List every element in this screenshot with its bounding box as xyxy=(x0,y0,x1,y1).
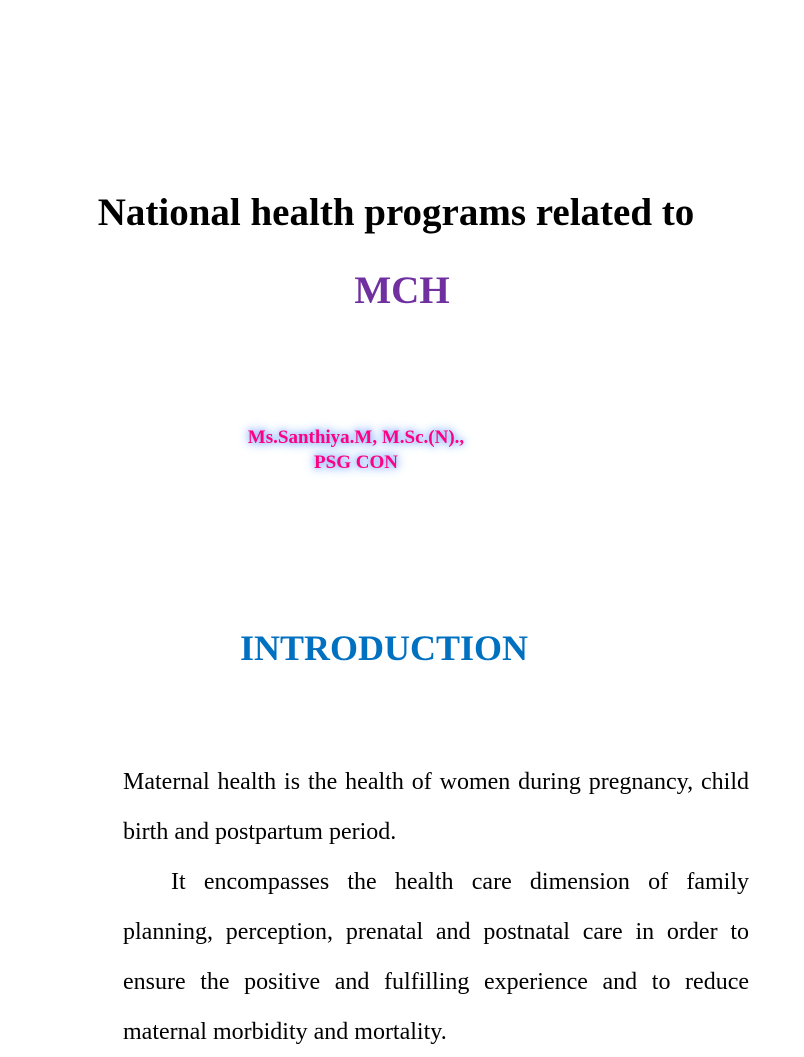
paragraph-1: Maternal health is the health of women during pregnancy, child birth and postpartum period. xyxy=(123,769,749,845)
author-block xyxy=(230,425,482,475)
paragraph-2: It encompasses the health care dimension of family planning, perception, prenatal and postnatal care in order to ensure the positive and fulfilling experience and to reduce maternal morbidity and mortality. xyxy=(123,869,749,1045)
page-subtitle: MCH xyxy=(354,269,450,312)
body-text xyxy=(123,757,749,1057)
author-name: Ms.Santhiya.M, M.Sc.(N)., xyxy=(247,427,465,448)
section-heading: INTRODUCTION xyxy=(239,628,529,668)
page-title: National health programs related to xyxy=(97,191,695,234)
author-institution: PSG CON xyxy=(314,452,398,473)
